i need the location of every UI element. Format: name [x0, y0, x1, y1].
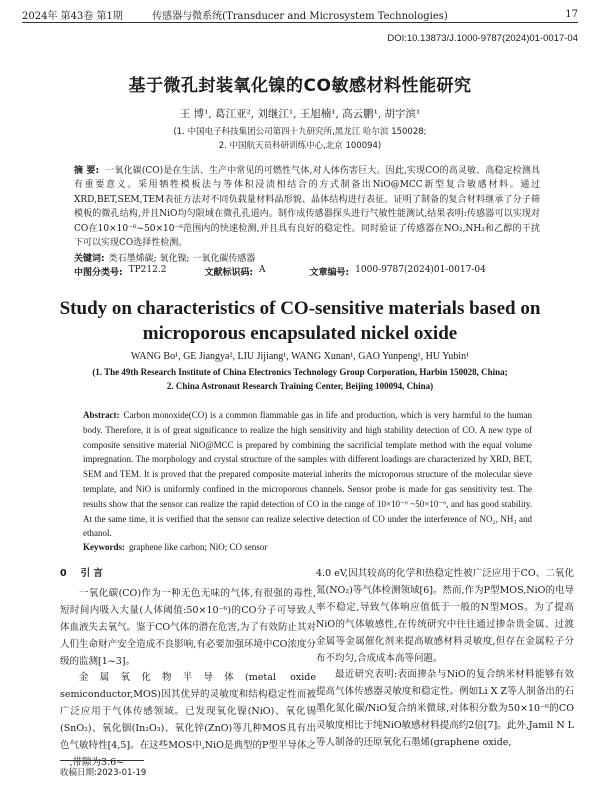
- keywords-chinese-label: 关键词:: [74, 254, 105, 264]
- abstract-chinese: [74, 164, 540, 250]
- issue-info: 2024年 第43卷 第1期: [22, 10, 123, 22]
- keywords-english: [83, 542, 532, 552]
- body-column-left: [60, 566, 316, 772]
- running-header: [22, 6, 578, 22]
- authors-english: WANG Bo¹, GE Jiangya², LIU Jijiang¹, WANG Xunan¹, GAO Yunpeng¹, HU Yubin¹: [130, 351, 470, 362]
- body-paragraph: 金属氧化物半导体(metal oxide semiconductor,MOS)因其优异的灵敏度和结构稳定性而被广泛应用于气体传感领域。已发现氧化镍(NiO)、氧化锡(SnO₂)、氧化铟(In₂O₃)、氧化锌(ZnO)等几种MOS具有出色气敏特性[4,5]。在这些MOS中,NiO是典型的P型半导体之一,带隙为3.6~: [60, 672, 316, 768]
- section-heading: [60, 566, 316, 583]
- body-paragraph: 最近研究表明:表面掺杂与NiO的复合纳米材料能够有效提高气体传感器灵敏度和稳定性。例如Li X Z等人制备出的石墨化氮化碳/NiO复合纳米微球,对体积分数为50×10⁻⁶的CO灵敏度相比于纯NiO敏感材料提高约2倍[7]。此外,Jamil N L等人制备的还原氧化石墨烯(graphene oxide,: [316, 669, 574, 749]
- document-code: 文献标识码: A: [204, 265, 266, 278]
- page-number: 17: [565, 8, 578, 20]
- abstract-english-label: Abstract:: [83, 410, 120, 420]
- body-paragraph: 4.0 eV,因其较高的化学和热稳定性被广泛应用于CO、二氧化氮(NO₂)等气体检测领域[6]。然而,作为P型MOS,NiO的电导率不稳定,导致气体响应值低于一般的N型MOS。为了提高NiO的气体敏感性,在传统研究中往往通过掺杂贵金属、过渡金属等金属催化剂来提高敏感材料灵敏度,但存在金属粒子分布不均匀,合成成本高等问题。: [316, 568, 574, 664]
- keywords-english-label: Keywords:: [83, 542, 125, 552]
- keywords-chinese-text: 类石墨烯碳; 氧化镍; 一氧化碳传感器: [108, 254, 256, 264]
- keywords-english-text: graphene like carbon; NiO; CO sensor: [129, 542, 268, 552]
- doi: DOI:10.13873/J.1000-9787(2024)01-0017-04: [387, 33, 578, 44]
- classification-row: [74, 265, 540, 278]
- header-rule: [22, 22, 578, 23]
- affiliation-chinese-1: (1. 中国电子科技集团公司第四十九研究所,黑龙江 哈尔滨 150028;: [173, 127, 427, 137]
- affiliation-english-1: (1. The 49th Research Institute of China Electronics Technology Group Corporation, Harbin 150028, China;: [92, 367, 508, 377]
- journal-name: 传感器与微系统(Transducer and Microsystem Technologies): [152, 10, 448, 22]
- title-chinese: 基于微孔封装氧化镍的CO敏感材料性能研究: [128, 76, 472, 96]
- body-column-right: [316, 566, 574, 752]
- article-number: 文章编号: 1000-9787(2024)01-0017-04: [309, 265, 486, 278]
- section-number: 0: [60, 568, 67, 579]
- abstract-english-text: Carbon monoxide(CO) is a common flammable gas in life and production, which is very harmful to the human body. Therefore, it is of great significance to realize the high sensitivity and high stability detection of CO. A new type of composite sensitive material NiO@MCC is prepared by combining the sacrificial template method with the equal volume impregnation. The morphology and crystal structure of the samples with different loadings are characterized by XRD, BET, SEM and TEM. It is proved that the prepared composite material inherits the microporous structure of the molecular sieve template, and NiO is uniformly confined in the microporous channels. Sensor probe is made for gas sensitivity test. The results show that the sensor can realize the rapid detection of CO in the range of 10×10⁻⁶ ~50×10⁻⁶, and has good stability. At the same time, it is verified that the sensor can realize selective detection of CO under the interference of NO₂, NH₃ and ethanol.: [83, 410, 532, 539]
- affiliation-chinese-2: 2. 中国航天员科研训练中心,北京 100094): [218, 141, 382, 151]
- keywords-chinese: [74, 251, 540, 264]
- section-title: 引 言: [80, 568, 103, 579]
- abstract-chinese-text: 一氧化碳(CO)是在生活、生产中常见的可燃性气体,对人体伤害巨大。因此,实现CO的高灵敏、高稳定检测具有重要意义。采用牺牲模板法与等体积浸渍相结合的方式制备出NiO@MCC新型复合敏感材料。通过XRD,BET,SEM,TEM表征方法对不同负载量材料晶形貌、晶体结构进行表征。证明了制备的复合材料继承了分子筛模板的微孔结构,并且NiO均匀限域在微孔孔道内。制作成传感器探头进行气敏性能测试,结果表明:传感器可以实现对CO在10×10⁻⁶~50×10⁻⁶范围内的快速检测,并且具有良好的稳定性。同时验证了传感器在NO₂,NH₃和乙醇的干扰下可以实现CO选择性检测。: [74, 166, 540, 249]
- body-paragraph: 一氧化碳(CO)作为一种无色无味的气体,有很强的毒性,短时间内吸入大量(人体阈值:50×10⁻⁶)的CO分子可导致人体血液失去氧气。鉴于CO气体的潜在危害,为了有效防止其对人们生命财产安全造成不良影响,有必要加强环境中CO浓度分级的监测[1~3]。: [60, 587, 316, 667]
- footnote-rule: [60, 760, 144, 761]
- abstract-chinese-label: 摘 要:: [74, 166, 100, 176]
- authors-chinese: 王 博¹, 葛江亚², 刘继江¹, 王旭楠¹, 高云鹏¹, 胡宇滨¹: [179, 108, 421, 120]
- received-date: 收稿日期:2023-01-19: [60, 768, 147, 778]
- affiliation-english-2: 2. China Astronaut Research Training Center, Beijing 100094, China): [166, 381, 434, 391]
- abstract-english: [83, 408, 532, 541]
- clc-number: 中图分类号: TP212.2: [74, 265, 167, 278]
- title-english: Study on characteristics of CO-sensitive materials based on microporous encapsulated nickel oxide: [59, 298, 541, 344]
